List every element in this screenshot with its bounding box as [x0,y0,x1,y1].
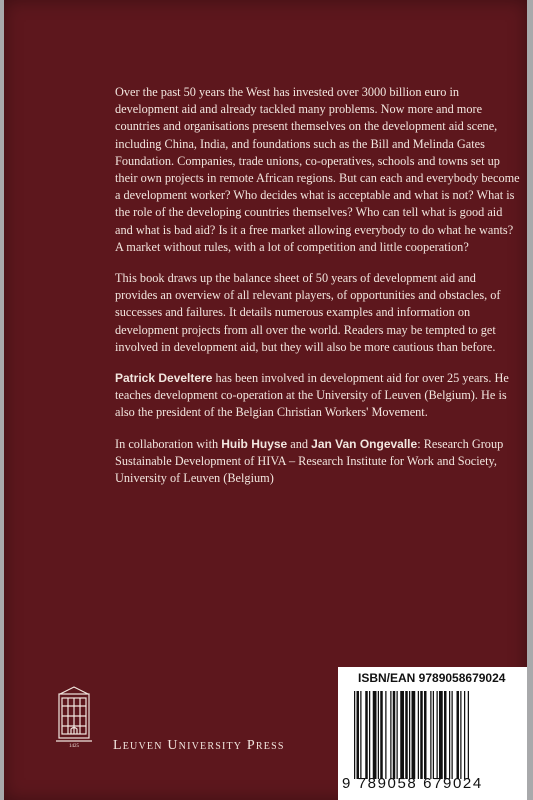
barcode-bar [373,691,377,779]
barcode-bar [464,691,465,779]
author-bio: has been involved in development aid for over 25 years. He teaches development co-operation at the University of Leuven (Belgium). He is also the president of the Belgian Christian Workers' Movement. [115,371,509,420]
barcode-bar [437,691,438,779]
barcode-bar [439,691,443,779]
author-name: Patrick Develtere [115,371,213,386]
barcode-bar [369,691,370,779]
barcode-bar [393,691,396,779]
barcode-bar [444,691,447,779]
author-paragraph [115,370,520,422]
collab-and: and [287,436,312,451]
publisher-name: Leuven University Press [113,738,285,753]
barcode-bar [378,691,379,779]
barcode [352,691,518,779]
barcode-bar [449,691,450,779]
barcode-bar [390,691,391,779]
barcode-bar [433,691,434,779]
barcode-bar [400,691,404,779]
barcode-bar [457,691,460,779]
blurb-paragraph-1: Over the past 50 years the West has invested over 3000 billion euro in development aid and already tackled many problems. Now more and more countries and organisations present themselves on the development aid scene, including China, India, and foundations such as the Bill and Melinda Gates Foundation. Companies, trade unions, co-operatives, schools and towns set up their own projects in remote African regions. But can each and everybody become a development worker? Who decides what is acceptable and what is not? What is the role of the developing countries themselves? Who can tell what is good aid and what is bad aid? Is it a free market allowing everybody to do what he wants? A market without rules, with a lot of competition and little cooperation? [115,85,520,254]
barcode-bar [468,691,469,779]
barcode-bar [360,691,361,779]
collab-prefix: In collaboration with [115,436,222,451]
collab-name-2: Jan Van Ongevalle [311,436,418,451]
barcode-bar [409,691,410,779]
barcode-bar [452,691,453,779]
barcode-bar [460,691,461,779]
barcode-bar [380,691,383,779]
barcode-bar [354,691,355,779]
barcode-bar [357,691,360,779]
logo-year: 1425 [69,744,79,748]
barcode-bar [418,691,419,779]
barcode-bar [420,691,423,779]
barcode-bar [424,691,427,779]
university-building-icon [52,684,96,748]
barcode-bar [385,691,386,779]
barcode-bar [412,691,416,779]
barcode-bar [397,691,398,779]
barcode-bar [365,691,368,779]
blurb-paragraph-2: This book draws up the balance sheet of 50 years of development aid and provides an overview of all relevant players, of opportunities and obstacles, of successes and failures. It details numerous examples and information on development projects from all over the world. Readers may be tempted to get involved in development aid, but they will also be more cautious than before. [115,271,501,354]
isbn-label: ISBN/EAN 9789058679024 [358,671,506,685]
back-cover-blurb [115,84,520,501]
collab-suffix: : Research Group Sustainable Development of HIVA – Research Institute for Work and Society, University of Leuven (Belgium) [115,436,504,486]
collaboration-paragraph [115,436,520,488]
barcode-bar [430,691,431,779]
barcode-number: 9 789058 679024 [342,775,483,792]
barcode-label [338,667,527,800]
barcode-bar [405,691,408,779]
collab-name-1: Huib Huyse [221,436,288,451]
